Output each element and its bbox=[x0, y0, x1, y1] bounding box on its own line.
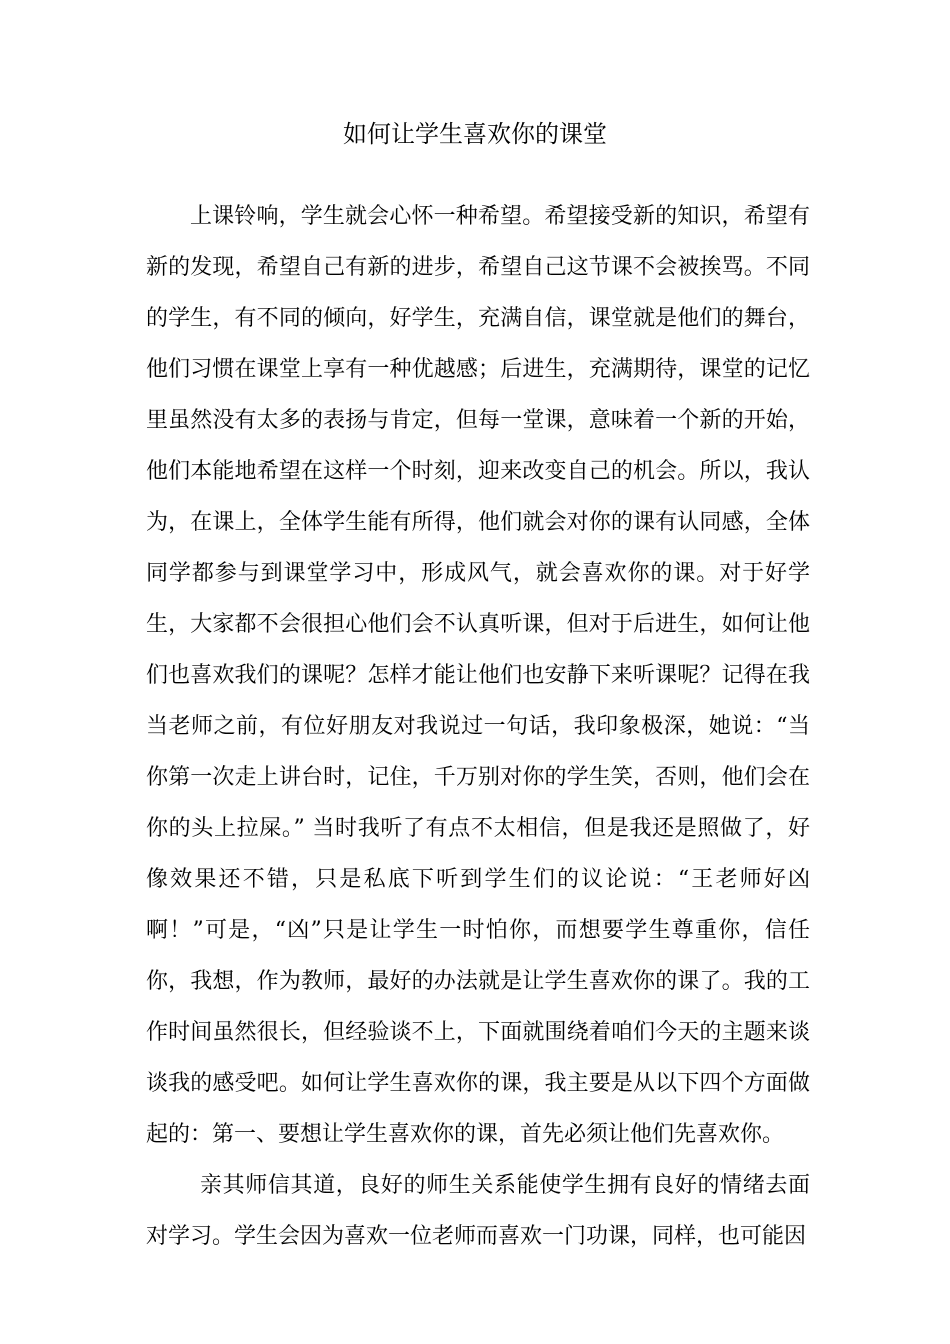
paragraph-2: 亲其师信其道，良好的师生关系能使学生拥有良好的情绪去面对学习。学生会因为喜欢一位老师而喜欢一门功课，同样，也可能因 bbox=[146, 1173, 810, 1249]
document-body bbox=[146, 191, 810, 1262]
document-title: 如何让学生喜欢你的课堂 bbox=[343, 120, 607, 148]
paragraph-1: 上课铃响，学生就会心怀一种希望。希望接受新的知识，希望有新的发现，希望自己有新的进步，希望自己这节课不会被挨骂。不同的学生，有不同的倾向，好学生，充满自信，课堂就是他们的舞台，他们习惯在课堂上享有一种优越感；后进生，充满期待，课堂的记忆里虽然没有太多的表扬与肯定，但每一堂课，意味着一个新的开始，他们本能地希望在这样一个时刻，迎来改变自己的机会。所以，我认为，在课上，全体学生能有所得，他们就会对你的课有认同感，全体同学都参与到课堂学习中，形成风气，就会喜欢你的课。对于好学生，大家都不会很担心他们会不认真听课，但对于后进生，如何让他们也喜欢我们的课呢？怎样才能让他们也安静下来听课呢？记得在我当老师之前，有位好朋友对我说过一句话，我印象极深，她说：“当你第一次走上讲台时，记住，千万别对你的学生笑，否则，他们会在你的头上拉屎。” 当时我听了有点不太相信，但是我还是照做了，好像效果还不错，只是私底下听到学生们的议论说：“王老师好凶啊！”可是，“凶”只是让学生一时怕你，而想要学生尊重你，信任你，我想，作为教师，最好的办法就是让学生喜欢你的课了。我的工作时间虽然很长，但经验谈不上，下面就围绕着咱们今天的主题来谈谈我的感受吧。如何让学生喜欢你的课，我主要是从以下四个方面做起的：第一、要想让学生喜欢你的课，首先必须让他们先喜欢你。 bbox=[146, 204, 810, 1147]
